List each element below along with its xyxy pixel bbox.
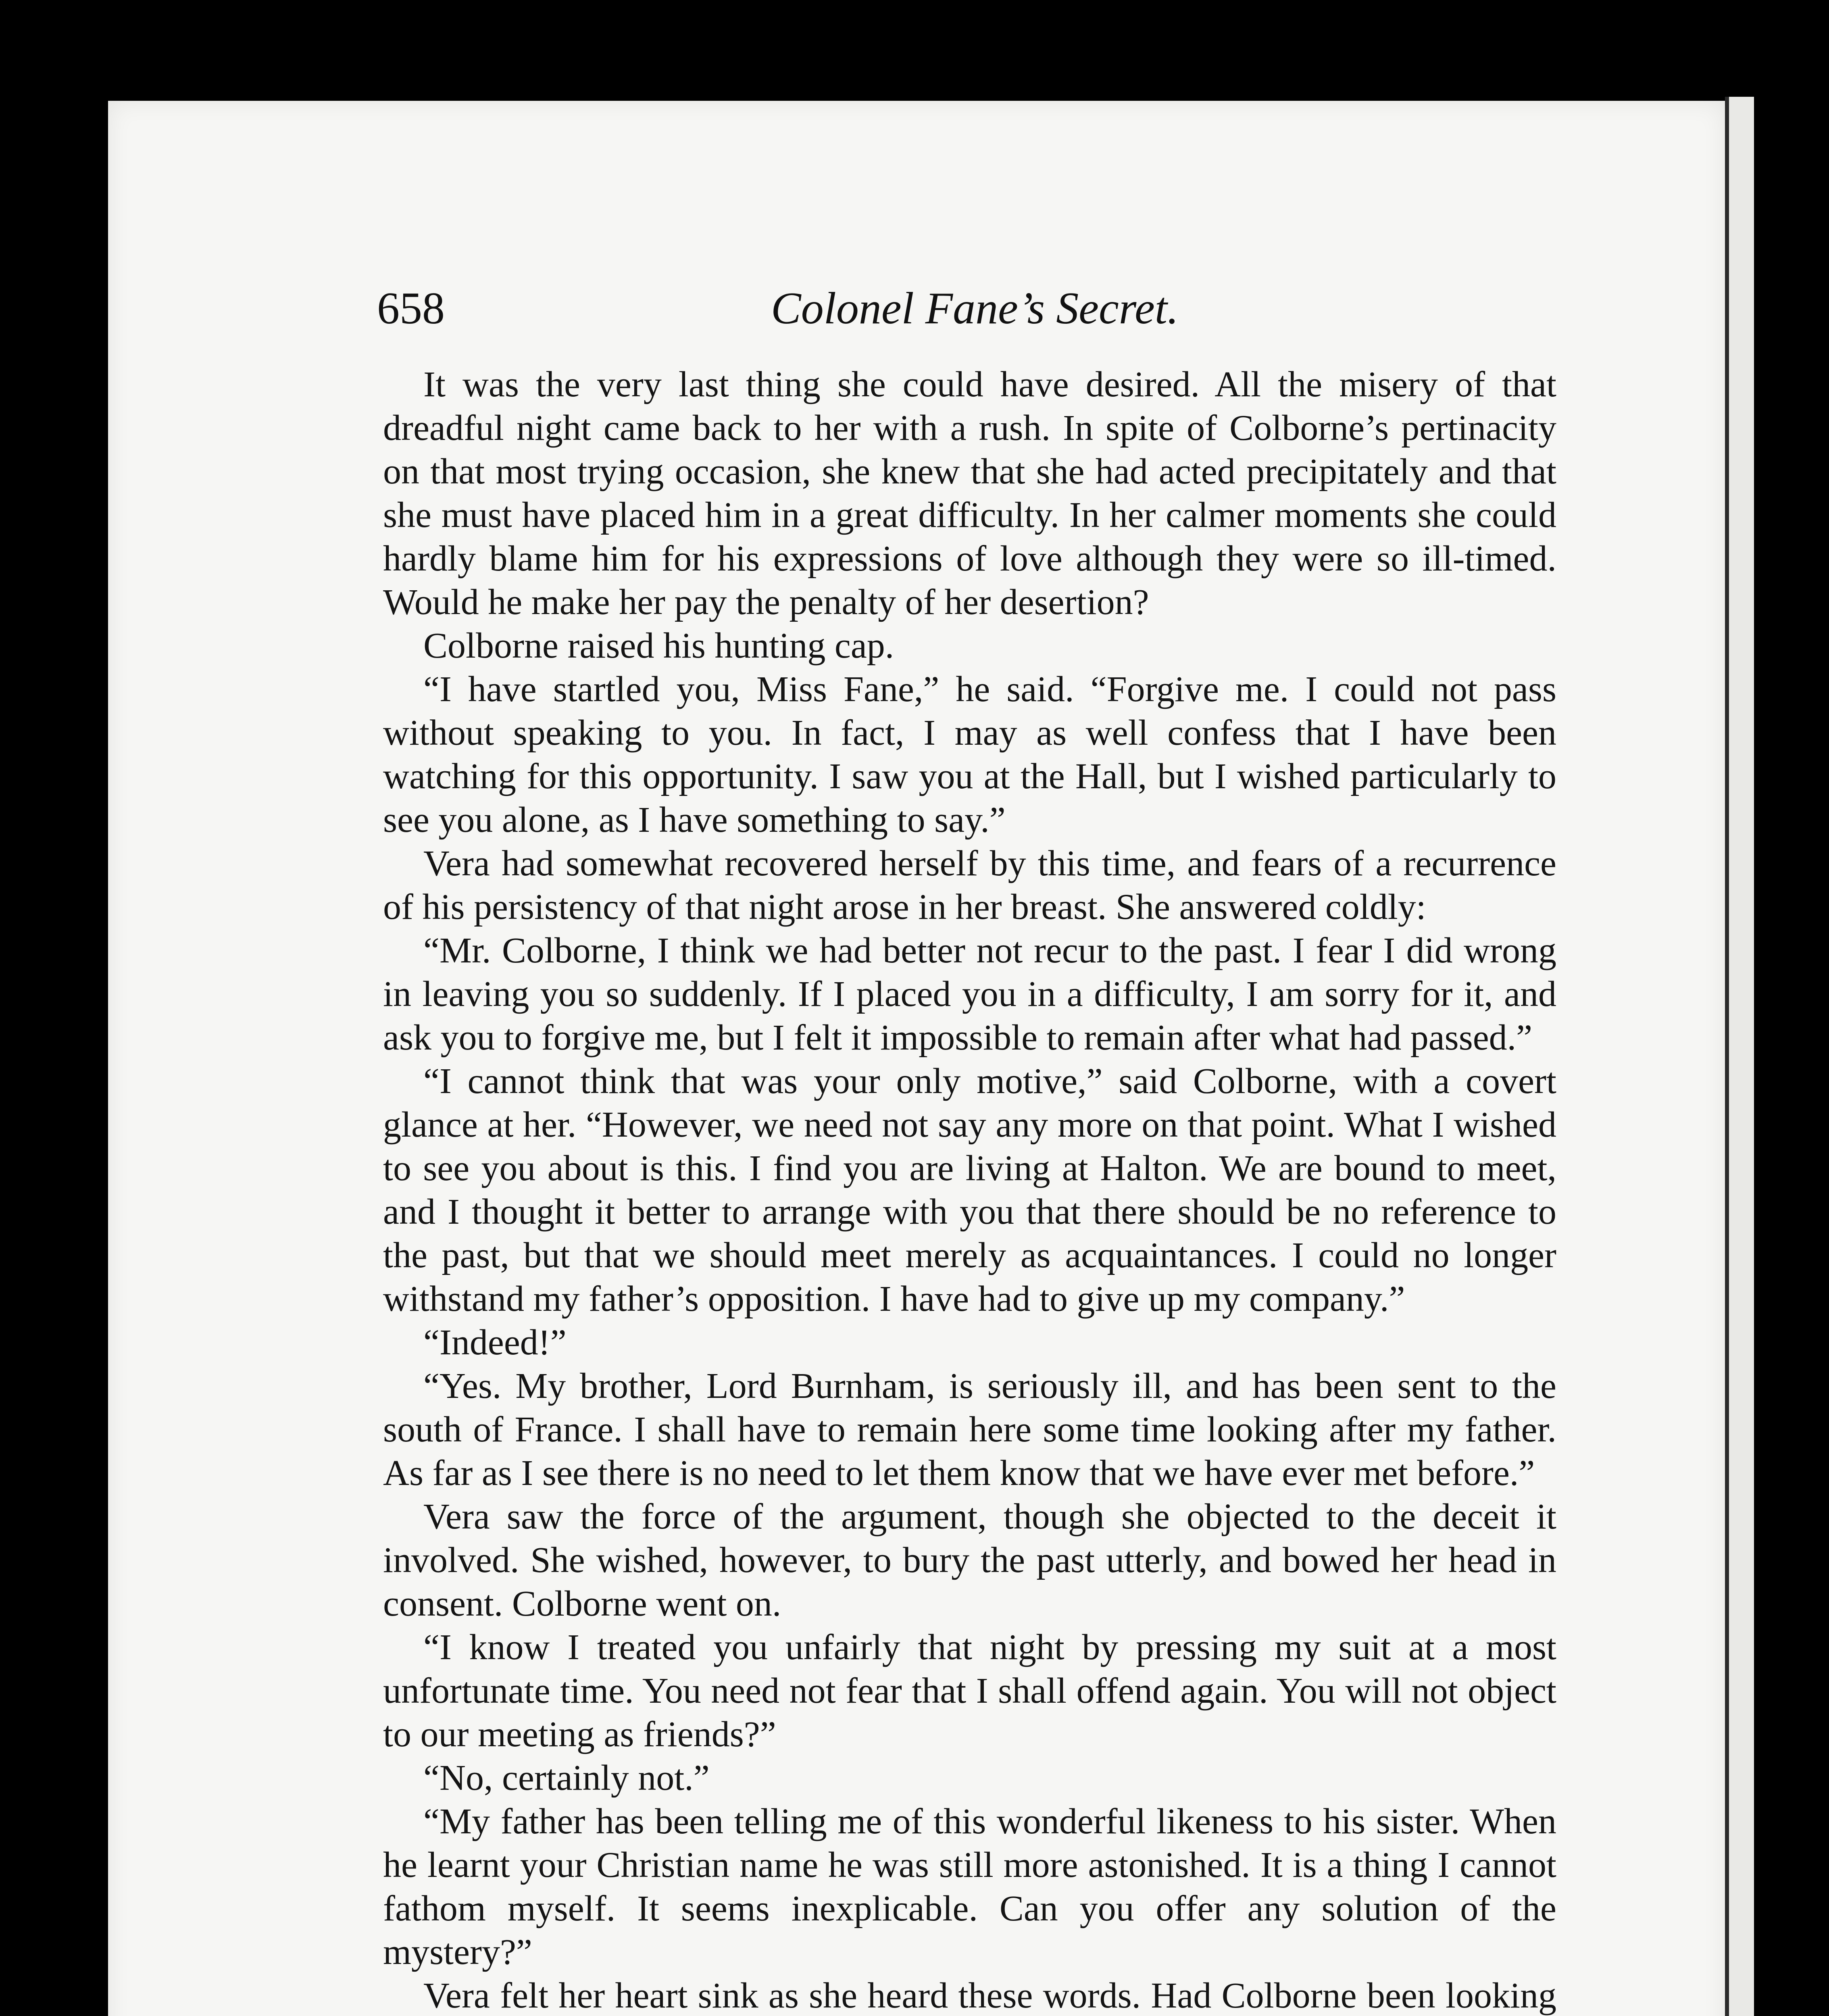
paragraph: “Indeed!” <box>423 1322 567 1362</box>
body-text <box>383 363 1556 2016</box>
paragraph: It was the very last thing she could have desired. All the misery of that dreadful night came back to her with a rush. In spite of Colborne’s pertinacity on that most trying occasion, she knew that she had acted precipitately and that she must have placed him in a great difficulty. In her calmer moments she could hardly blame him for his expressions of love although they were so ill-timed. Would he make her pay the penalty of her desertion? <box>383 364 1556 622</box>
page-number: 658 <box>377 283 445 333</box>
paragraph: “My father has been telling me of this wonderful likeness to his sister. When he learnt your Christian name he was still more astonished. It is a thing I cannot fathom myself. It seems inexplicable. Can you offer any solution of the mystery?” <box>383 1801 1556 1972</box>
paragraph: Colborne raised his hunting cap. <box>423 626 894 666</box>
next-page-edge <box>1725 97 1754 2016</box>
paragraph: “Mr. Colborne, I think we had better not recur to the past. I fear I did wrong in leaving you so suddenly. If I placed you in a difficulty, I am sorry for it, and ask you to forgive me, but I felt it impossible to remain after what had passed.” <box>383 931 1556 1058</box>
paragraph: Vera felt her heart sink as she heard these words. Had Colborne been looking <box>423 1976 1556 2016</box>
paragraph: “I know I treated you unfairly that night by pressing my suit at a most unfortunate time. You need not fear that I shall offend again. You will not object to our meeting as friends?” <box>383 1627 1556 1754</box>
paragraph: “No, certainly not.” <box>423 1758 710 1798</box>
paragraph: Vera saw the force of the argument, though she objected to the deceit it involved. She wished, however, to bury the past utterly, and bowed her head in consent. Colborne went on. <box>383 1497 1556 1624</box>
paragraph: “I have startled you, Miss Fane,” he said. “Forgive me. I could not pass without speaking to you. In fact, I may as well confess that I have been watching for this opportunity. I saw you at the Hall, but I wished particularly to see you alone, as I have something to say.” <box>383 669 1556 840</box>
book-title: Colonel Fane’s Secret. <box>771 283 1179 333</box>
running-head <box>377 282 1573 335</box>
paragraph: “Yes. My brother, Lord Burnham, is seriously ill, and has been sent to the south of France. I shall have to remain here some time looking after my father. As far as I see there is no need to let them know that we have ever met before.” <box>383 1366 1556 1493</box>
paragraph: Vera had somewhat recovered herself by this time, and fears of a recurrence of his persistency of that night arose in her breast. She answered coldly: <box>383 843 1556 927</box>
paragraph: “I cannot think that was your only motive,” said Colborne, with a covert glance at her. “However, we need not say any more on that point. What I wished to see you about is this. I find you are living at Halton. We are bound to meet, and I thought it better to arrange with you that there should be no reference to the past, but that we should meet merely as acquaintances. I could no longer withstand my father’s opposition. I have had to give up my company.” <box>383 1061 1556 1319</box>
